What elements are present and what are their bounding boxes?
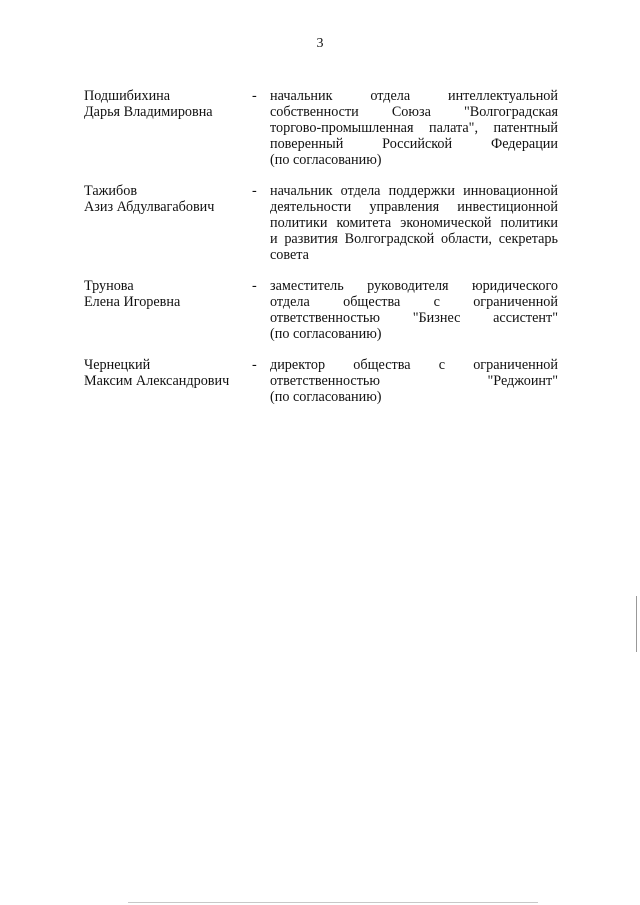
member-given-names: Дарья Владимировна [84, 104, 213, 120]
position-line: и развития Волгоградской области, секретарь [270, 231, 558, 247]
position-line: (по согласованию) [270, 152, 382, 168]
member-given-names: Азиз Абдулвагабович [84, 199, 215, 215]
member-surname: Тажибов [84, 183, 138, 199]
scan-edge-line [128, 902, 538, 903]
separator-dash: - [252, 183, 257, 199]
member-position [270, 183, 558, 263]
member-list [84, 88, 564, 420]
member-entry [84, 357, 564, 405]
member-position [270, 357, 558, 405]
member-position [270, 88, 558, 168]
position-line: директор общества с ограниченной [270, 357, 558, 373]
member-surname: Трунова [84, 278, 134, 294]
separator-dash: - [252, 278, 257, 294]
position-line: торгово-промышленная палата", патентный [270, 120, 558, 136]
position-line: ответственностью "Бизнес ассистент" [270, 310, 558, 326]
page-number: 3 [316, 36, 324, 51]
member-name [84, 183, 252, 215]
member-surname: Чернецкий [84, 357, 151, 373]
member-name [84, 88, 252, 120]
position-line: поверенный Российской Федерации [270, 136, 558, 152]
position-line: отдела общества с ограниченной [270, 294, 558, 310]
separator-dash: - [252, 357, 257, 373]
member-entry [84, 88, 564, 168]
position-line: (по согласованию) [270, 389, 382, 405]
position-line: начальник отдела поддержки инновационной [270, 183, 558, 199]
member-entry [84, 183, 564, 263]
scan-margin-mark [636, 596, 637, 652]
member-given-names: Максим Александрович [84, 373, 230, 389]
position-line: собственности Союза "Волгоградская [270, 104, 558, 120]
position-line: начальник отдела интеллектуальной [270, 88, 558, 104]
position-line: деятельности управления инвестиционной [270, 199, 558, 215]
separator-dash: - [252, 88, 257, 104]
position-line: ответственностью "Реджоинт" [270, 373, 558, 389]
member-position [270, 278, 558, 342]
member-surname: Подшибихина [84, 88, 171, 104]
position-line: политики комитета экономической политики [270, 215, 558, 231]
member-name [84, 278, 252, 310]
member-name [84, 357, 252, 389]
position-line: заместитель руководителя юридического [270, 278, 558, 294]
position-line: (по согласованию) [270, 326, 382, 342]
position-line: совета [270, 247, 309, 263]
member-entry [84, 278, 564, 342]
member-given-names: Елена Игоревна [84, 294, 181, 310]
